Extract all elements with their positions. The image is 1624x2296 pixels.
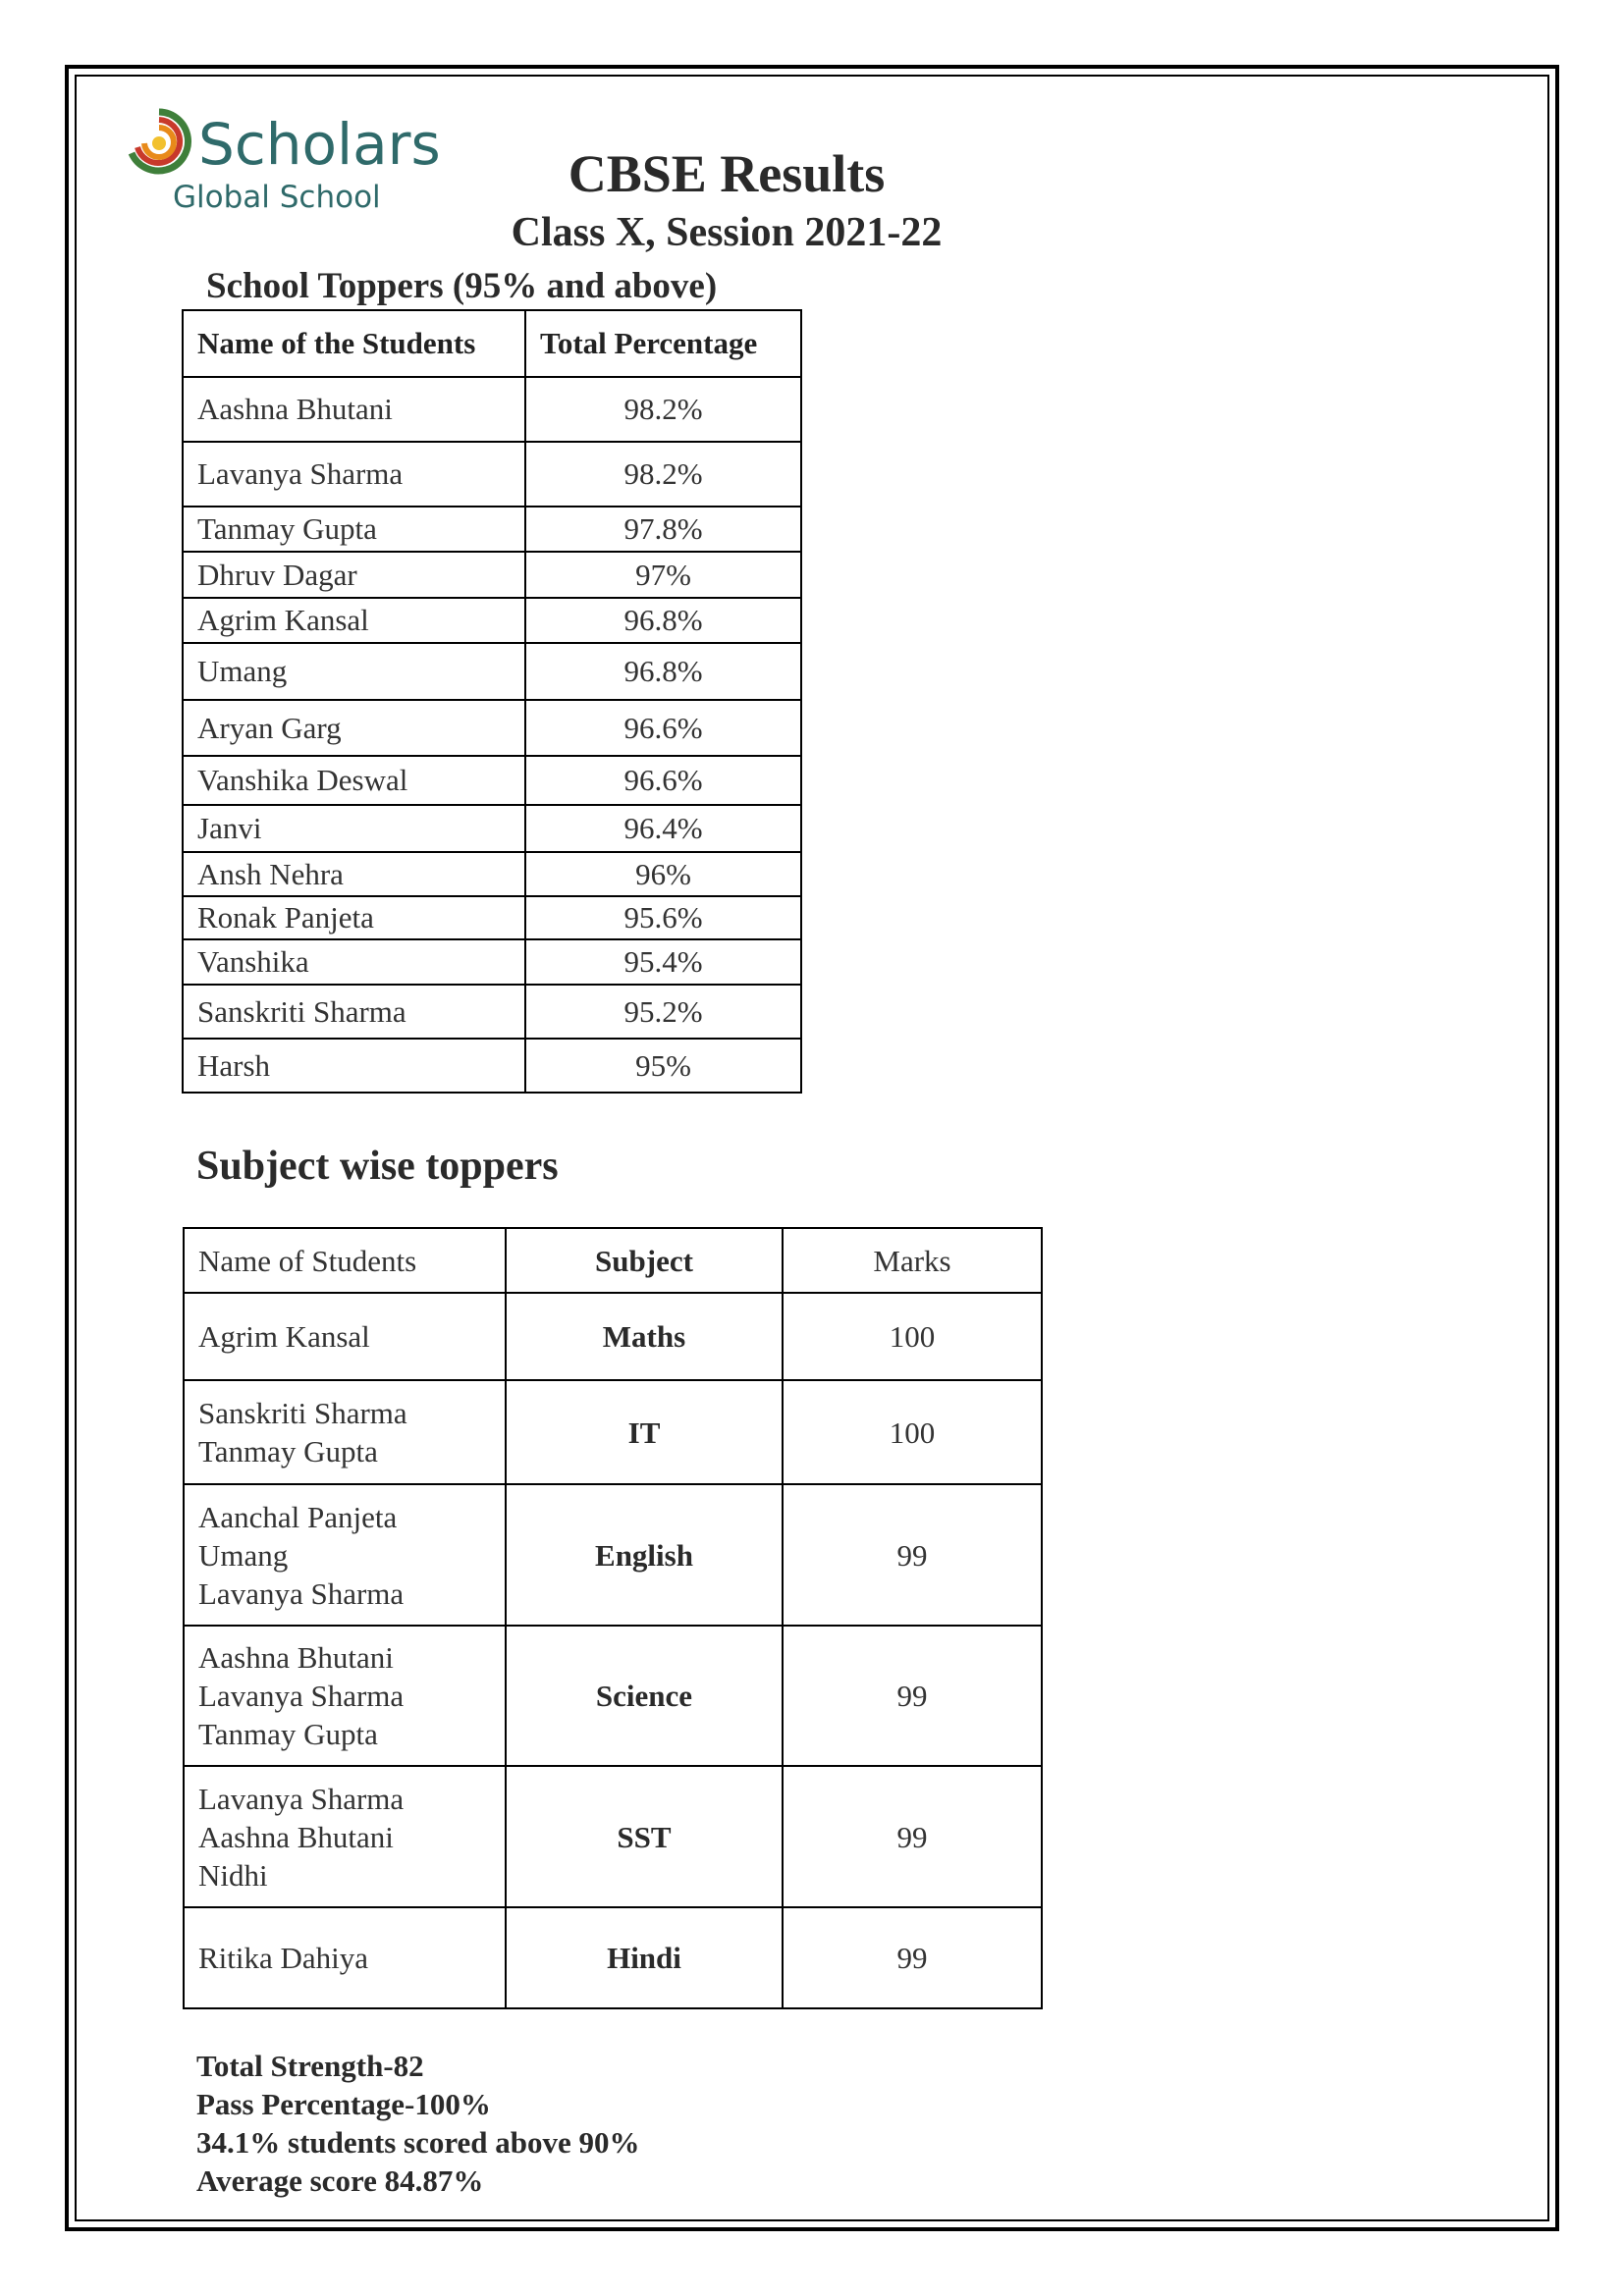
student-name: Lavanya Sharma <box>198 1575 405 1611</box>
student-name: Ansh Nehra <box>183 852 525 896</box>
subject-name: Science <box>506 1626 783 1766</box>
table-header-row <box>184 1228 1042 1293</box>
student-percentage: 96.6% <box>525 700 801 756</box>
student-name: Vanshika Deswal <box>183 756 525 805</box>
table-row <box>184 1907 1042 2008</box>
student-percentage: 96.8% <box>525 598 801 643</box>
table-row <box>183 939 801 985</box>
table-row <box>184 1293 1042 1380</box>
subject-toppers-heading: Subject wise toppers <box>196 1144 559 1189</box>
logo-name: Scholars <box>198 111 441 178</box>
student-name: Sanskriti Sharma <box>183 985 525 1039</box>
student-percentage: 96.4% <box>525 805 801 852</box>
student-name: Ritika Dahiya <box>198 1941 369 1975</box>
table-row <box>184 1766 1042 1907</box>
column-header-name: Name of the Students <box>183 310 525 377</box>
subject-name: English <box>506 1484 783 1626</box>
student-percentage: 95% <box>525 1039 801 1093</box>
page-title: CBSE Results <box>568 144 886 203</box>
logo-subtitle: Global School <box>173 180 381 215</box>
student-name: Dhruv Dagar <box>183 552 525 598</box>
student-name: Ronak Panjeta <box>183 896 525 939</box>
table-row <box>183 643 801 700</box>
table-row <box>183 377 801 442</box>
table-row <box>183 598 801 643</box>
subject-name: Hindi <box>506 1907 783 2008</box>
student-name: Janvi <box>183 805 525 852</box>
table-row <box>183 552 801 598</box>
student-names <box>184 1766 506 1907</box>
student-name: Vanshika <box>183 939 525 985</box>
student-percentage: 95.6% <box>525 896 801 939</box>
student-name: Agrim Kansal <box>183 598 525 643</box>
student-percentage: 96% <box>525 852 801 896</box>
summary-total-strength: Total Strength-82 <box>196 2049 424 2083</box>
table-row <box>184 1380 1042 1484</box>
student-percentage: 96.8% <box>525 643 801 700</box>
student-name: Tanmay Gupta <box>198 1717 378 1751</box>
table-row <box>183 985 801 1039</box>
table-row <box>183 1039 801 1093</box>
student-name: Lavanya Sharma <box>198 1781 405 1816</box>
table-row <box>183 896 801 939</box>
table-row <box>184 1626 1042 1766</box>
table-row <box>183 852 801 896</box>
student-percentage: 95.4% <box>525 939 801 985</box>
student-name: Lavanya Sharma <box>183 442 525 507</box>
student-names <box>184 1293 506 1380</box>
student-names <box>184 1626 506 1766</box>
column-header-subject: Subject <box>506 1228 783 1293</box>
student-percentage: 98.2% <box>525 377 801 442</box>
student-name: Nidhi <box>198 1857 268 1893</box>
result-summary <box>196 2047 640 2200</box>
table-row <box>183 805 801 852</box>
subject-name: Maths <box>506 1293 783 1380</box>
subject-marks: 100 <box>783 1380 1042 1484</box>
toppers-heading: School Toppers (95% and above) <box>206 266 718 306</box>
student-name: Aashna Bhutani <box>198 1819 394 1854</box>
subject-name: IT <box>506 1380 783 1484</box>
subject-marks: 100 <box>783 1293 1042 1380</box>
student-name: Tanmay Gupta <box>198 1434 378 1468</box>
student-name: Harsh <box>183 1039 525 1093</box>
student-name: Agrim Kansal <box>198 1319 370 1354</box>
summary-above-90: 34.1% students scored above 90% <box>196 2125 640 2160</box>
student-name: Aryan Garg <box>183 700 525 756</box>
subject-marks: 99 <box>783 1907 1042 2008</box>
column-header-students: Name of Students <box>184 1228 506 1293</box>
student-name: Lavanya Sharma <box>198 1679 405 1713</box>
summary-average-score: Average score 84.87% <box>196 2163 484 2198</box>
student-name: Aashna Bhutani <box>198 1640 394 1675</box>
student-percentage: 97.8% <box>525 507 801 552</box>
subject-name: SST <box>506 1766 783 1907</box>
student-percentage: 98.2% <box>525 442 801 507</box>
student-percentage: 95.2% <box>525 985 801 1039</box>
student-name: Aanchal Panjeta <box>198 1499 398 1534</box>
table-row <box>183 700 801 756</box>
subject-marks: 99 <box>783 1766 1042 1907</box>
table-header-row <box>183 310 801 377</box>
student-name: Umang <box>183 643 525 700</box>
student-name: Aashna Bhutani <box>183 377 525 442</box>
student-percentage: 96.6% <box>525 756 801 805</box>
student-name: Umang <box>198 1537 289 1573</box>
subject-toppers-table <box>183 1227 1043 2009</box>
subject-marks: 99 <box>783 1626 1042 1766</box>
student-names <box>184 1484 506 1626</box>
student-name: Sanskriti Sharma <box>198 1396 407 1430</box>
table-row <box>184 1484 1042 1626</box>
toppers-table <box>182 309 802 1094</box>
summary-pass-percentage: Pass Percentage-100% <box>196 2087 491 2121</box>
table-row <box>183 507 801 552</box>
page-subtitle: Class X, Session 2021-22 <box>511 210 943 255</box>
table-row <box>183 442 801 507</box>
student-names <box>184 1380 506 1484</box>
student-names <box>184 1907 506 2008</box>
student-percentage: 97% <box>525 552 801 598</box>
column-header-marks: Marks <box>783 1228 1042 1293</box>
table-row <box>183 756 801 805</box>
student-name: Tanmay Gupta <box>183 507 525 552</box>
subject-marks: 99 <box>783 1484 1042 1626</box>
column-header-percentage: Total Percentage <box>525 310 801 377</box>
